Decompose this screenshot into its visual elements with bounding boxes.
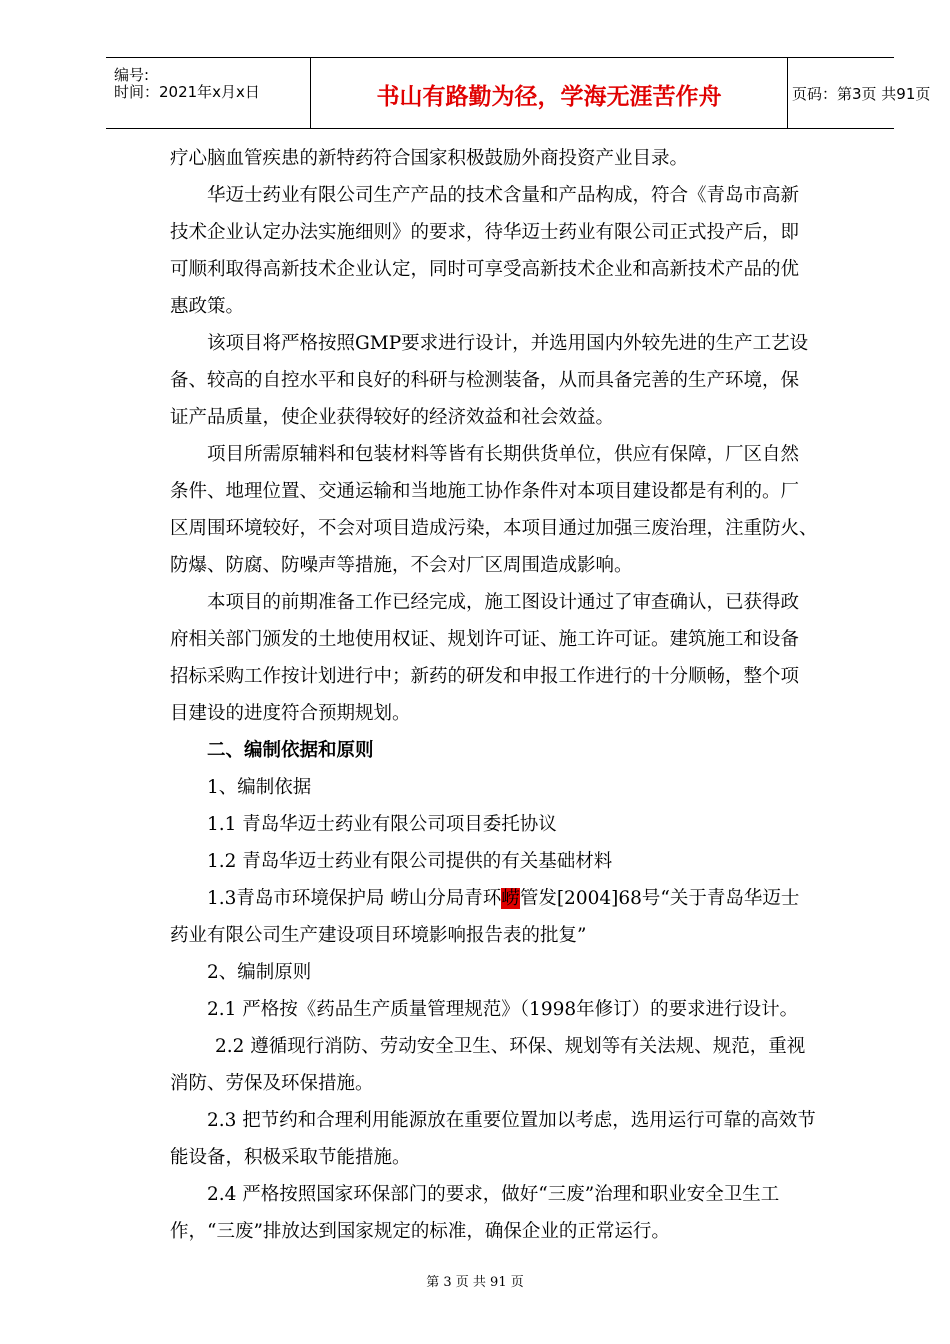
header-page-cell bbox=[786, 58, 931, 128]
subsection-heading: 1、编制依据 bbox=[207, 777, 312, 798]
body-line: 备、较高的自控水平和良好的科研与检测装备，从而具备完善的生产环境，保 bbox=[170, 370, 800, 391]
body-line: 府相关部门颁发的土地使用权证、规划许可证、施工许可证。建筑施工和设备 bbox=[170, 629, 800, 650]
body-line: 药业有限公司生产建设项目环境影响报告表的批复” bbox=[170, 925, 587, 946]
body-line: 2.3 把节约和合理利用能源放在重要位置加以考虑，选用运行可靠的高效节 bbox=[207, 1110, 816, 1131]
page-header bbox=[106, 57, 931, 129]
body-line: 该项目将严格按照GMP要求进行设计，并选用国内外较先进的生产工艺设 bbox=[207, 333, 809, 354]
body-line: 2.4 严格按照国家环保部门的要求，做好“三废”治理和职业安全卫生工 bbox=[207, 1184, 780, 1205]
body-line-with-highlight bbox=[207, 888, 799, 910]
body-line: 目建设的进度符合预期规划。 bbox=[170, 703, 411, 724]
body-line: 2.1 严格按《药品生产质量管理规范》（1998年修订）的要求进行设计。 bbox=[207, 999, 799, 1020]
body-line: 招标采购工作按计划进行中；新药的研发和申报工作进行的十分顺畅，整个项 bbox=[170, 666, 800, 687]
subsection-heading: 2、编制原则 bbox=[207, 962, 312, 983]
body-line: 惠政策。 bbox=[170, 296, 245, 317]
body-line-segment: 1.3青岛市环境保护局 崂山分局青环 bbox=[207, 888, 502, 909]
body-line: 项目所需原辅料和包装材料等皆有长期供货单位，供应有保障，厂区自然 bbox=[207, 444, 800, 465]
document-number-label: 编号: bbox=[114, 66, 150, 84]
body-line: 区周围环境较好，不会对项目造成污染，本项目通过加强三废治理，注重防火、 bbox=[170, 518, 818, 539]
body-line: 2.2 遵循现行消防、劳动安全卫生、环保、规划等有关法规、规范，重视 bbox=[215, 1036, 806, 1057]
header-page-info: 页码：第3页 共91页 bbox=[792, 85, 931, 103]
body-line: 能设备，积极采取节能措施。 bbox=[170, 1147, 411, 1168]
page-footer: 第 3 页 共 91 页 bbox=[426, 1275, 524, 1290]
body-line: 条件、地理位置、交通运输和当地施工协作条件对本项目建设都是有利的。厂 bbox=[170, 481, 800, 502]
body-line: 可顺利取得高新技术企业认定，同时可享受高新技术企业和高新技术产品的优 bbox=[170, 259, 800, 280]
body-line: 防爆、防腐、防噪声等措施，不会对厂区周围造成影响。 bbox=[170, 555, 633, 576]
section-heading: 二、编制依据和原则 bbox=[207, 740, 374, 761]
header-motto: 书山有路勤为径，学海无涯苦作舟 bbox=[376, 84, 722, 110]
body-line: 疗心脑血管疾患的新特药符合国家积极鼓励外商投资产业目录。 bbox=[170, 148, 689, 169]
highlighted-character: 崂 bbox=[501, 888, 520, 909]
body-line: 作，“三废”排放达到国家规定的标准，确保企业的正常运行。 bbox=[170, 1221, 670, 1242]
body-line-segment: 管发[2004]68号“关于青岛华迈士 bbox=[519, 888, 800, 909]
body-line: 1.1 青岛华迈士药业有限公司项目委托协议 bbox=[207, 814, 557, 835]
body-line: 证产品质量，使企业获得较好的经济效益和社会效益。 bbox=[170, 407, 615, 428]
header-meta-cell bbox=[106, 58, 310, 128]
header-motto-cell bbox=[310, 58, 788, 128]
body-line: 本项目的前期准备工作已经完成，施工图设计通过了审查确认，已获得政 bbox=[207, 592, 800, 613]
body-line: 1.2 青岛华迈士药业有限公司提供的有关基础材料 bbox=[207, 851, 613, 872]
body-line: 消防、劳保及环保措施。 bbox=[170, 1073, 374, 1094]
body-line: 技术企业认定办法实施细则》的要求，待华迈士药业有限公司正式投产后，即 bbox=[170, 222, 800, 243]
body-line: 华迈士药业有限公司生产产品的技术含量和产品构成，符合《青岛市高新 bbox=[207, 185, 800, 206]
document-time-label: 时间：2021年x月x日 bbox=[114, 83, 260, 101]
